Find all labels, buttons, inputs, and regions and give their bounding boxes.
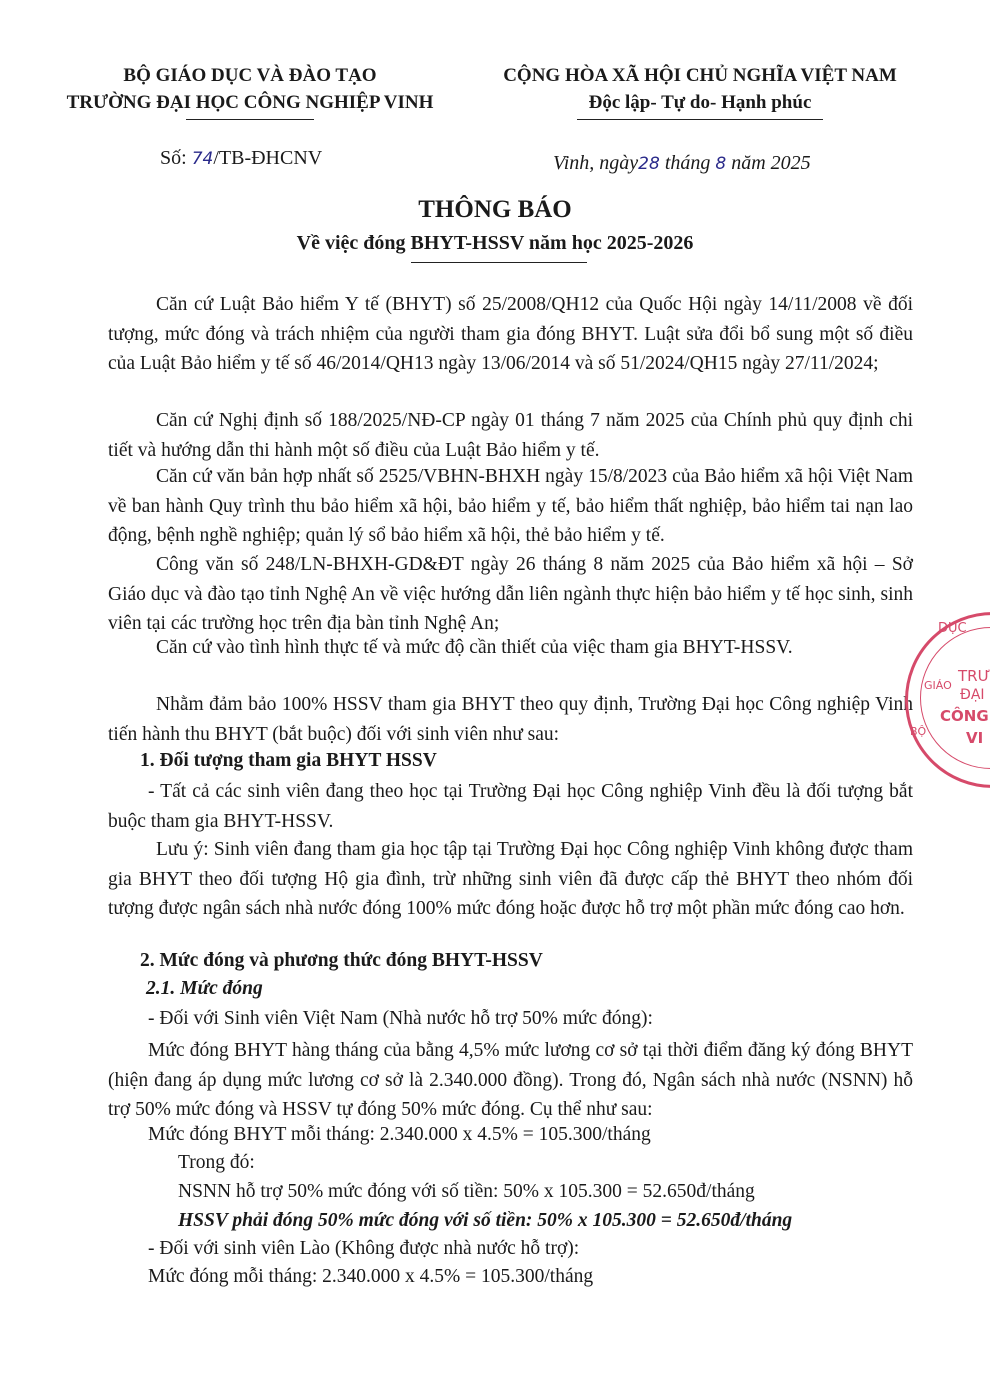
date-day: 28 — [638, 154, 660, 174]
handwritten-number: 74 — [191, 149, 214, 169]
official-seal: DỤC TRƯ ĐẠI CÔNG VI GIÁO BỘ — [905, 612, 990, 788]
line-student-payment: HSSV phải đóng 50% mức đóng với số tiền: 50% x 105.300 = 52.650đ/tháng — [178, 1210, 793, 1231]
paragraph-note: Lưu ý: Sinh viên đang tham gia học tập tại Trường Đại học Công nghiệp Vinh không được tham gia BHYT theo đối tượng Hộ gia đình, trừ những sinh viên đã được cấp thẻ BHYT theo nhóm đối tượng được ngân sách nhà nước đóng 100% mức đóng hoặc được hỗ trợ một phần mức đóng cao hơn. — [108, 839, 913, 919]
date-place: Vinh, ngày — [553, 152, 639, 174]
line-monthly-rate: Mức đóng BHYT mỗi tháng: 2.340.000 x 4.5% = 105.300/tháng — [148, 1124, 651, 1145]
paragraph-intro: Nhằm đảm bảo 100% HSSV tham gia BHYT theo quy định, Trường Đại học Công nghiệp Vinh tiến hành thu BHYT (bắt buộc) đối với sinh viên như sau: — [108, 694, 913, 745]
paragraph-legal-basis-5: Căn cứ vào tình hình thực tế và mức độ cần thiết của việc tham gia BHYT-HSSV. — [156, 637, 793, 658]
line-vietnamese-students: - Đối với Sinh viên Việt Nam (Nhà nước hỗ trợ 50% mức đóng): — [148, 1008, 653, 1029]
document-subtitle: Về việc đóng BHYT-HSSV năm học 2025-2026 — [296, 232, 694, 254]
motto-underline — [577, 119, 823, 120]
paragraph-legal-basis-3: Căn cứ văn bản hợp nhất số 2525/VBHN-BHXH ngày 15/8/2023 của Bảo hiểm xã hội Việt Nam về ban hành Quy trình thu bảo hiểm xã hội, bảo hiểm y tế, bảo hiểm thất nghiệp, bảo hiểm tai nạn lao động, bệnh nghề nghiệp; quản lý sổ bảo hiểm xã hội, thẻ bảo hiểm y tế. — [108, 466, 913, 546]
national-motto: Độc lập- Tự do- Hạnh phúc — [588, 92, 812, 113]
date-month-label: tháng — [664, 152, 711, 174]
document-title: THÔNG BÁO — [418, 196, 572, 223]
ministry-name: BỘ GIÁO DỤC VÀ ĐÀO TẠO — [123, 65, 377, 86]
line-lao-students: - Đối với sinh viên Lào (Không được nhà nước hỗ trợ): — [148, 1238, 580, 1259]
line-state-support: NSNN hỗ trợ 50% mức đóng với số tiền: 50% x 105.300 = 52.650đ/tháng — [178, 1181, 755, 1202]
heading-section-1: 1. Đối tượng tham gia BHYT HSSV — [140, 750, 437, 771]
issuer-underline — [186, 119, 314, 120]
paragraph-legal-basis-2: Căn cứ Nghị định số 188/2025/NĐ-CP ngày 01 tháng 7 năm 2025 của Chính phủ quy định chi tiết và hướng dẫn thi hành một số điều của Luật Bảo hiểm y tế. — [108, 410, 913, 461]
national-header — [470, 62, 930, 120]
university-name: TRƯỜNG ĐẠI HỌC CÔNG NGHIỆP VINH — [66, 92, 434, 113]
date-year: năm 2025 — [731, 152, 811, 174]
line-breakdown-label: Trong đó: — [178, 1152, 255, 1173]
subtitle-underline — [411, 262, 587, 263]
heading-section-2-1: 2.1. Mức đóng — [146, 978, 263, 999]
issuer-block — [40, 62, 460, 120]
issue-date — [553, 152, 811, 175]
number-prefix: Số: — [160, 147, 187, 169]
paragraph-legal-basis-1: Căn cứ Luật Bảo hiểm Y tế (BHYT) số 25/2008/QH12 của Quốc Hội ngày 14/11/2008 về đối tượng, mức đóng và trách nhiệm của người tham gia đóng BHYT. Luật sửa đổi bổ sung một số điều của Luật Bảo hiểm y tế số 46/2014/QH13 ngày 13/06/2014 và số 51/2024/QH15 ngày 27/11/2024; — [108, 294, 913, 374]
date-month: 8 — [715, 154, 727, 174]
paragraph-legal-basis-4: Công văn số 248/LN-BHXH-GD&ĐT ngày 26 tháng 8 năm 2025 của Bảo hiểm xã hội – Sở Giáo dục và đào tạo tỉnh Nghệ An về việc hướng dẫn liên ngành thực hiện bảo hiểm y tế học sinh, sinh viên tại các trường học trên địa bàn tỉnh Nghệ An; — [108, 554, 913, 634]
country-name: CỘNG HÒA XÃ HỘI CHỦ NGHĨA VIỆT NAM — [503, 65, 897, 86]
heading-section-2: 2. Mức đóng và phương thức đóng BHYT-HSSV — [140, 950, 543, 971]
document-number — [160, 147, 322, 170]
line-lao-monthly-rate: Mức đóng mỗi tháng: 2.340.000 x 4.5% = 105.300/tháng — [148, 1266, 594, 1287]
paragraph-eligible-students: - Tất cả các sinh viên đang theo học tại Trường Đại học Công nghiệp Vinh đều là đối tượng bắt buộc tham gia BHYT-HSSV. — [108, 781, 913, 832]
number-suffix: /TB-ĐHCNV — [213, 147, 323, 169]
paragraph-contribution-rate: Mức đóng BHYT hàng tháng của bằng 4,5% mức lương cơ sở tại thời điểm đăng ký đóng BHYT (hiện đang áp dụng mức lương cơ sở là 2.340.000 đồng). Trong đó, Ngân sách nhà nước (NSNN) hỗ trợ 50% mức đóng và HSSV tự đóng 50% mức đóng. Cụ thể như sau: — [108, 1040, 913, 1120]
